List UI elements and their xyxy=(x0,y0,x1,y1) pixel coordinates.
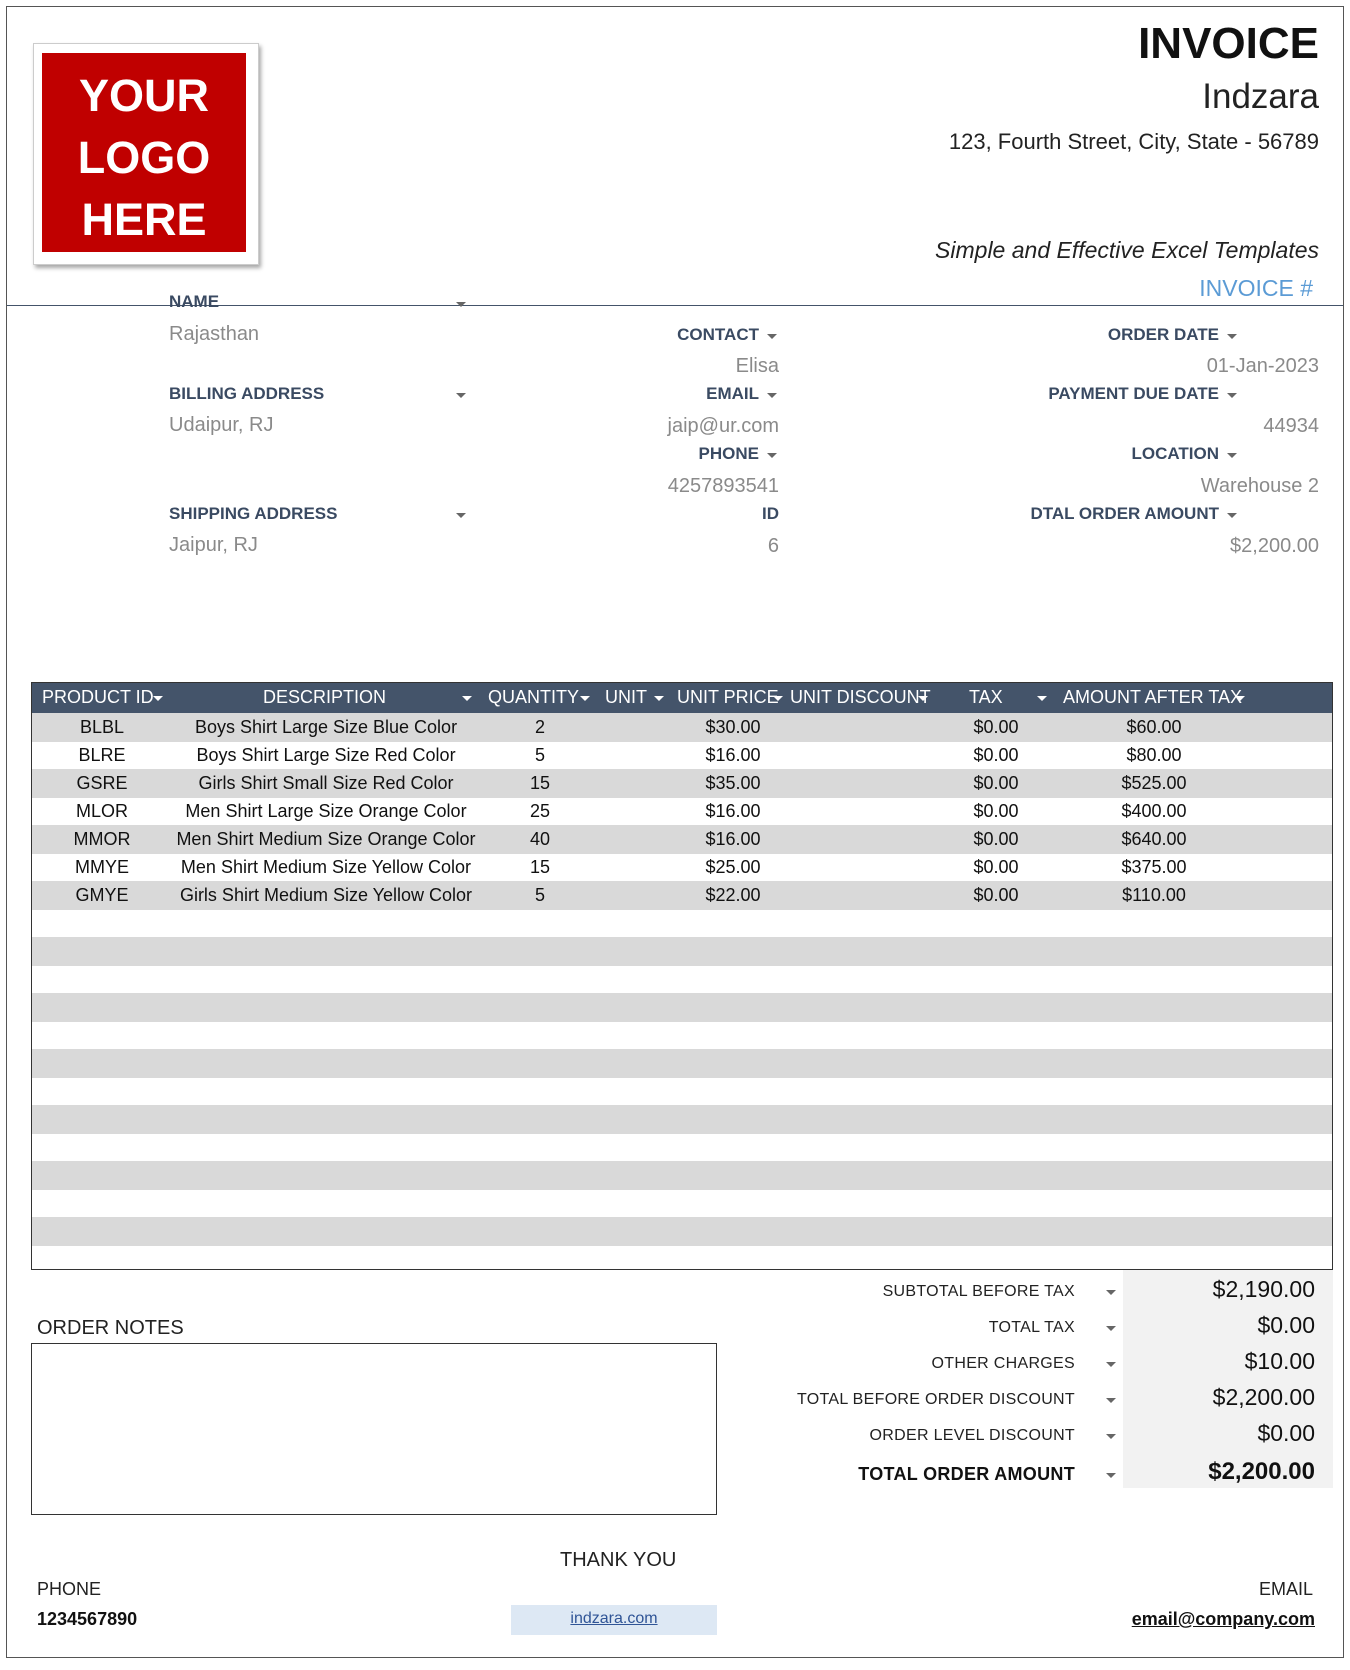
table-row[interactable] xyxy=(32,881,1332,910)
name-filter-dropdown-icon[interactable] xyxy=(456,302,466,307)
cell-price[interactable]: $30.00 xyxy=(705,717,761,737)
cell-price[interactable]: $22.00 xyxy=(705,885,761,905)
company-tagline[interactable]: Simple and Effective Excel Templates xyxy=(935,237,1319,263)
thank-you-text: THANK YOU xyxy=(560,1549,677,1571)
unit-discount-filter-icon[interactable] xyxy=(918,696,928,701)
order-discount-dropdown-icon[interactable] xyxy=(1106,1434,1116,1439)
cell-desc[interactable]: Men Shirt Large Size Orange Color xyxy=(185,801,467,821)
cell-qty[interactable]: 15 xyxy=(529,773,551,793)
subtotal-before-tax-label: SUBTOTAL BEFORE TAX xyxy=(882,1283,1075,1300)
table-header-row xyxy=(32,683,1332,713)
total-tax-value: $0.00 xyxy=(1257,1312,1315,1338)
cell-price[interactable]: $16.00 xyxy=(705,801,761,821)
total-tax-label: TOTAL TAX xyxy=(988,1319,1075,1336)
invoice-number-label: INVOICE # xyxy=(1199,275,1313,301)
order-date-value[interactable]: 01-Jan-2023 xyxy=(1206,355,1319,377)
grand-total-value: $2,200.00 xyxy=(1208,1458,1315,1485)
cell-id[interactable]: GSRE xyxy=(76,773,128,793)
col-header-unit-price[interactable]: UNIT PRICE xyxy=(677,687,779,707)
col-header-unit[interactable]: UNIT xyxy=(605,687,647,707)
table-row[interactable] xyxy=(32,1189,1332,1218)
shipping-address-value[interactable]: Jaipur, RJ xyxy=(169,534,258,556)
location-label: LOCATION xyxy=(1131,444,1219,463)
cell-tax[interactable]: $0.00 xyxy=(973,801,1019,821)
description-filter-icon[interactable] xyxy=(462,696,472,701)
cell-desc[interactable]: Girls Shirt Medium Size Yellow Color xyxy=(179,885,473,905)
col-header-description[interactable]: DESCRIPTION xyxy=(263,687,387,707)
table-row[interactable] xyxy=(32,1245,1332,1270)
col-header-amount-after-tax[interactable]: AMOUNT AFTER TAX xyxy=(1063,687,1243,707)
invoice-title: INVOICE xyxy=(1138,19,1319,68)
cell-price[interactable]: $16.00 xyxy=(705,829,761,849)
cell-desc[interactable]: Girls Shirt Small Size Red Color xyxy=(198,773,454,793)
contact-filter-dropdown-icon[interactable] xyxy=(767,334,777,339)
quantity-filter-icon[interactable] xyxy=(580,696,590,701)
cell-price[interactable]: $16.00 xyxy=(705,745,761,765)
grand-total-label: TOTAL ORDER AMOUNT xyxy=(858,1464,1075,1484)
table-row[interactable] xyxy=(32,1133,1332,1162)
cell-qty[interactable]: 5 xyxy=(534,745,545,765)
footer-phone-value[interactable]: 1234567890 xyxy=(37,1609,138,1629)
table-row[interactable] xyxy=(32,965,1332,994)
logo-line-3: HERE xyxy=(81,194,207,245)
cell-id[interactable]: MMYE xyxy=(75,857,129,877)
customer-name-value[interactable]: Rajasthan xyxy=(169,323,260,345)
cell-qty[interactable]: 2 xyxy=(534,717,545,737)
cell-desc[interactable]: Boys Shirt Large Size Blue Color xyxy=(194,717,458,737)
other-charges-dropdown-icon[interactable] xyxy=(1106,1362,1116,1367)
other-charges-value[interactable]: $10.00 xyxy=(1244,1348,1315,1374)
cell-qty[interactable]: 25 xyxy=(529,801,551,821)
id-value[interactable]: 6 xyxy=(767,535,779,557)
order-date-label: ORDER DATE xyxy=(1107,325,1219,344)
cell-amount[interactable]: $640.00 xyxy=(1121,829,1187,849)
table-row[interactable] xyxy=(32,1049,1332,1078)
payment-due-date-value[interactable]: 44934 xyxy=(1263,415,1319,437)
contact-value[interactable]: Elisa xyxy=(735,355,779,377)
order-notes-label: ORDER NOTES xyxy=(37,1317,184,1339)
footer-email-label: EMAIL xyxy=(1258,1579,1313,1599)
billing-address-value[interactable]: Udaipur, RJ xyxy=(169,414,274,436)
table-row[interactable] xyxy=(32,825,1332,854)
id-label: ID xyxy=(762,504,779,523)
cell-desc[interactable]: Men Shirt Medium Size Orange Color xyxy=(176,829,476,849)
table-row[interactable] xyxy=(32,853,1332,882)
cell-tax[interactable]: $0.00 xyxy=(973,857,1019,877)
total-before-order-discount-label: TOTAL BEFORE ORDER DISCOUNT xyxy=(796,1391,1075,1408)
table-row[interactable] xyxy=(32,1105,1332,1134)
order-date-filter-dropdown-icon[interactable] xyxy=(1227,334,1237,339)
cell-qty[interactable]: 15 xyxy=(529,857,551,877)
total-tax-dropdown-icon[interactable] xyxy=(1106,1326,1116,1331)
cell-desc[interactable]: Men Shirt Medium Size Yellow Color xyxy=(180,857,472,877)
billing-filter-dropdown-icon[interactable] xyxy=(456,393,466,398)
logo-frame xyxy=(33,43,259,265)
subtotal-before-tax-value: $2,190.00 xyxy=(1212,1276,1315,1302)
order-level-discount-label: ORDER LEVEL DISCOUNT xyxy=(869,1427,1075,1444)
table-row[interactable] xyxy=(32,797,1332,826)
cell-id[interactable]: BLRE xyxy=(78,745,126,765)
subtotal-dropdown-icon[interactable] xyxy=(1106,1290,1116,1295)
cell-id[interactable]: GMYE xyxy=(75,885,129,905)
cell-qty[interactable]: 40 xyxy=(529,829,551,849)
other-charges-label: OTHER CHARGES xyxy=(931,1355,1075,1372)
table-row[interactable] xyxy=(32,741,1332,770)
table-row[interactable] xyxy=(32,1161,1332,1190)
phone-filter-dropdown-icon[interactable] xyxy=(767,453,777,458)
total-order-amount-filter-dropdown-icon[interactable] xyxy=(1227,513,1237,518)
cell-tax[interactable]: $0.00 xyxy=(973,717,1019,737)
cell-tax[interactable]: $0.00 xyxy=(973,829,1019,849)
col-header-unit-discount[interactable]: UNIT DISCOUNT xyxy=(790,687,931,707)
contact-label: CONTACT xyxy=(677,325,759,344)
cell-price[interactable]: $35.00 xyxy=(705,773,761,793)
total-before-order-discount-value: $2,200.00 xyxy=(1212,1384,1315,1410)
payment-due-date-label: PAYMENT DUE DATE xyxy=(1048,384,1219,403)
table-row[interactable] xyxy=(32,1021,1332,1050)
email-filter-dropdown-icon[interactable] xyxy=(767,393,777,398)
col-header-quantity[interactable]: QUANTITY xyxy=(488,687,580,707)
logo-placeholder[interactable] xyxy=(42,53,246,252)
location-value[interactable]: Warehouse 2 xyxy=(1200,475,1319,497)
col-header-product-id[interactable]: PRODUCT ID xyxy=(42,687,154,707)
cell-tax[interactable]: $0.00 xyxy=(973,745,1019,765)
website-link[interactable]: indzara.com xyxy=(570,1610,658,1627)
cell-price[interactable]: $25.00 xyxy=(705,857,761,877)
email-value[interactable]: jaip@ur.com xyxy=(667,415,779,437)
billing-address-label: BILLING ADDRESS xyxy=(169,384,325,403)
table-row[interactable] xyxy=(32,993,1332,1022)
phone-label: PHONE xyxy=(698,444,759,463)
cell-amount[interactable]: $110.00 xyxy=(1122,885,1186,905)
phone-value[interactable]: 4257893541 xyxy=(667,475,779,497)
cell-amount[interactable]: $80.00 xyxy=(1126,745,1182,765)
cell-amount[interactable]: $400.00 xyxy=(1121,801,1187,821)
line-items-table xyxy=(31,682,1333,1270)
logo-line-1: YOUR xyxy=(78,70,209,121)
amount-after-tax-filter-icon[interactable] xyxy=(1235,696,1245,701)
total-order-amount-value[interactable]: $2,200.00 xyxy=(1230,535,1319,557)
product-id-filter-icon[interactable] xyxy=(153,696,163,701)
footer-email-link[interactable]: email@company.com xyxy=(1131,1609,1315,1629)
company-name[interactable]: Indzara xyxy=(1202,77,1319,116)
cell-id[interactable]: BLBL xyxy=(79,717,125,737)
name-label: NAME xyxy=(169,292,220,311)
logo-line-2: LOGO xyxy=(77,132,211,183)
unit-filter-icon[interactable] xyxy=(654,696,664,701)
table-row[interactable] xyxy=(32,937,1332,966)
email-label: EMAIL xyxy=(706,384,759,403)
cell-tax[interactable]: $0.00 xyxy=(973,885,1019,905)
table-row[interactable] xyxy=(32,713,1332,742)
cell-qty[interactable]: 5 xyxy=(534,885,545,905)
payment-due-filter-dropdown-icon[interactable] xyxy=(1227,393,1237,398)
footer-phone-label: PHONE xyxy=(37,1579,102,1599)
invoice-sheet xyxy=(6,6,1344,1658)
shipping-filter-dropdown-icon[interactable] xyxy=(456,513,466,518)
table-row[interactable] xyxy=(32,769,1332,798)
cell-amount[interactable]: $375.00 xyxy=(1121,857,1187,877)
table-row[interactable] xyxy=(32,1217,1332,1246)
cell-id[interactable]: MMOR xyxy=(73,829,131,849)
total-order-amount-label: DTAL ORDER AMOUNT xyxy=(1030,504,1219,523)
cell-id[interactable]: MLOR xyxy=(75,801,128,821)
shipping-address-label: SHIPPING ADDRESS xyxy=(169,504,338,523)
unit-price-filter-icon[interactable] xyxy=(773,696,783,701)
total-before-discount-dropdown-icon[interactable] xyxy=(1106,1398,1116,1403)
cell-tax[interactable]: $0.00 xyxy=(973,773,1019,793)
cell-desc[interactable]: Boys Shirt Large Size Red Color xyxy=(196,745,456,765)
cell-amount[interactable]: $60.00 xyxy=(1126,717,1182,737)
location-filter-dropdown-icon[interactable] xyxy=(1227,453,1237,458)
table-row[interactable] xyxy=(32,909,1332,938)
company-address[interactable]: 123, Fourth Street, City, State - 56789 xyxy=(948,129,1319,154)
col-header-tax[interactable]: TAX xyxy=(969,687,1003,707)
cell-amount[interactable]: $525.00 xyxy=(1121,773,1187,793)
tax-filter-icon[interactable] xyxy=(1037,696,1047,701)
grand-total-dropdown-icon[interactable] xyxy=(1106,1473,1116,1478)
order-notes-input[interactable] xyxy=(31,1343,717,1515)
order-level-discount-value[interactable]: $0.00 xyxy=(1257,1420,1315,1446)
table-row[interactable] xyxy=(32,1077,1332,1106)
